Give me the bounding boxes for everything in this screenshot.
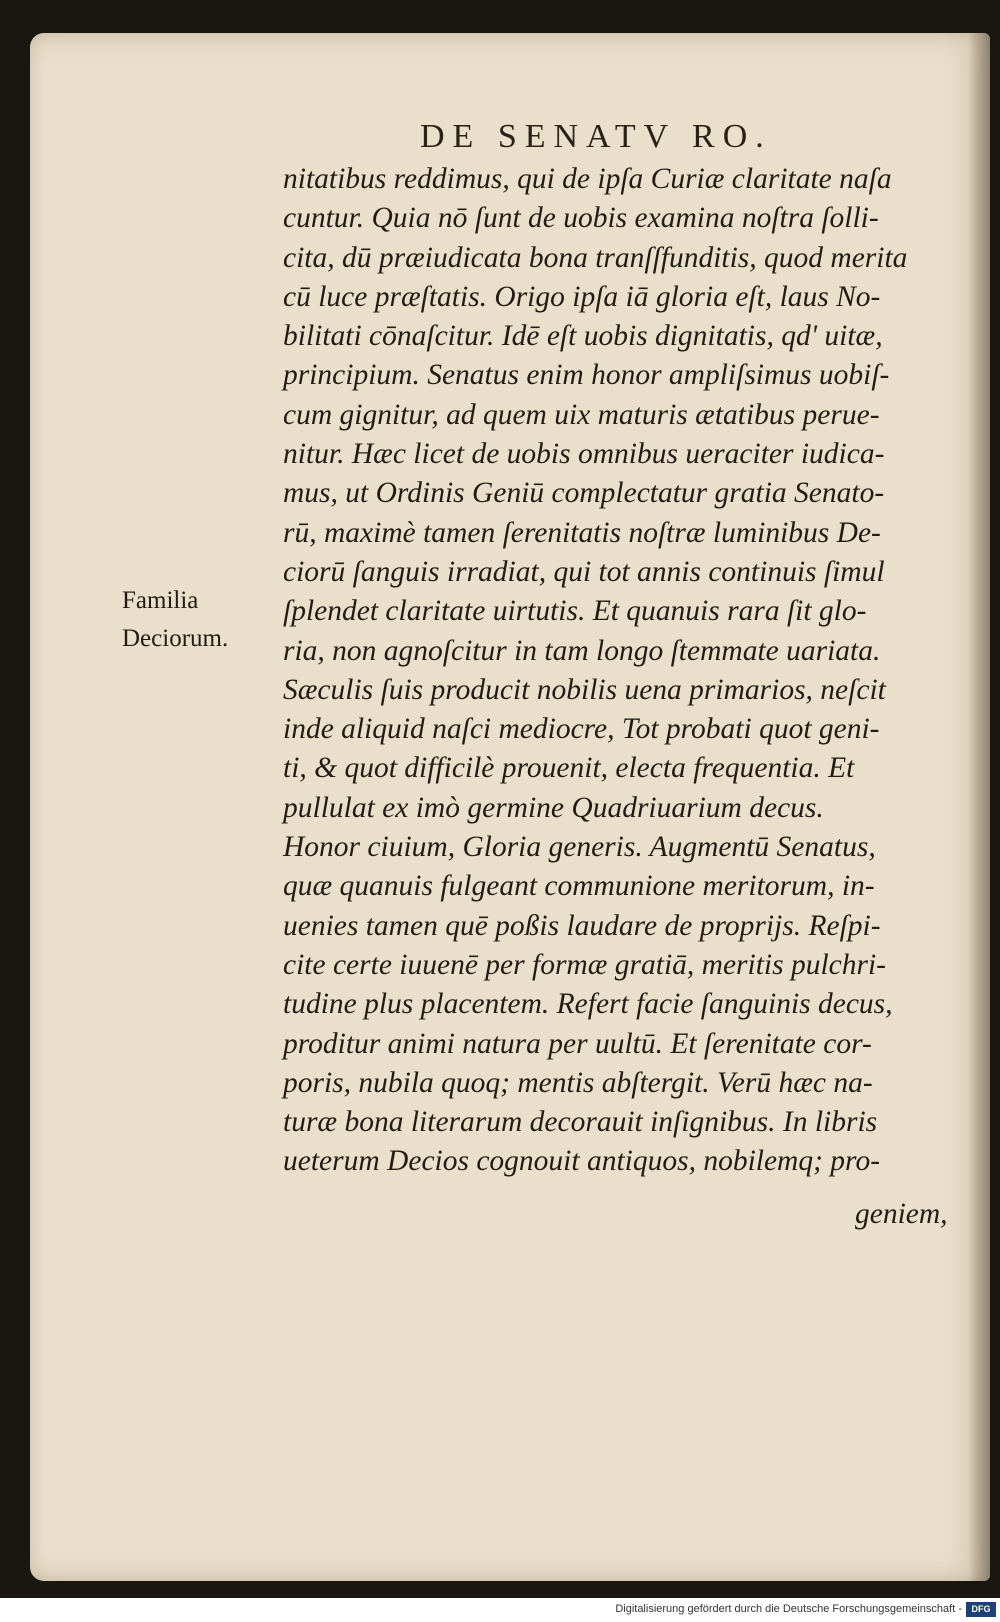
text-line: pullulat ex imò germine Quadriuarium decus. [283, 791, 824, 824]
text-line: bilitati cōnaſcitur. Idē eſt uobis dignitatis, qd' uitæ, [283, 320, 883, 353]
text-line: rū, maximè tamen ſerenitatis noſtræ luminibus De- [283, 516, 881, 549]
text-line: tudine plus placentem. Refert facie ſanguinis decus, [283, 988, 893, 1021]
text-line: cita, dū præiudicata bona tranſſfunditis, quod merita [283, 241, 908, 274]
main-text-block [283, 160, 963, 1182]
catchword: geniem, [855, 1198, 948, 1230]
page-edge-shadow [968, 33, 990, 1581]
text-line: nitatibus reddimus, qui de ipſa Curiæ claritate naſa [283, 163, 892, 195]
text-line: cite certe iuuenē per formæ gratiā, meritis pulchri- [283, 948, 887, 981]
text-line: ueterum Decios cognouit antiquos, nobilemq; pro- [283, 1145, 881, 1178]
text-line: proditur animi natura per uultū. Et ſerenitate cor- [283, 1027, 872, 1060]
text-line: ria, non agnoſcitur in tam longo ſtemmate uariata. [283, 634, 881, 667]
marginal-note [122, 582, 228, 658]
text-line: Sæculis ſuis producit nobilis uena primarios, neſcit [283, 673, 886, 706]
text-line: cum gignitur, ad quem uix maturis ætatibus perue- [283, 398, 880, 431]
text-line: cū luce præſtatis. Origo ipſa iā gloria eſt, laus No- [283, 280, 881, 313]
footer-credit: Digitalisierung gefördert durch die Deutsche Forschungsgemeinschaft - [615, 1603, 962, 1615]
text-line: Honor ciuium, Gloria generis. Augmentū Senatus, [283, 831, 876, 864]
marginal-note-line: Familia [122, 587, 199, 614]
text-line: poris, nubila quoq; mentis abſtergit. Verū hæc na- [283, 1066, 873, 1099]
text-line: ſplendet claritate uirtutis. Et quanuis rara ſit glo- [283, 595, 867, 628]
text-line: principium. Senatus enim honor ampliſsimus uobiſ- [283, 359, 890, 392]
text-line: ciorū ſanguis irradiat, qui tot annis continuis ſimul [283, 555, 885, 588]
running-head: DE SENATV RO. [420, 118, 772, 155]
text-line: cuntur. Quia nō ſunt de uobis examina noſtra ſolli- [283, 202, 879, 235]
text-line: inde aliquid naſci mediocre, Tot probati quot geni- [283, 713, 880, 746]
text-line: ti, & quot difficilè prouenit, electa frequentia. Et [283, 752, 855, 785]
marginal-note-line: Deciorum. [122, 625, 229, 652]
digitization-footer [0, 1598, 1000, 1622]
text-line: nitur. Hæc licet de uobis omnibus ueraciter iudica- [283, 438, 885, 471]
text-line: quæ quanuis fulgeant communione meritorum, in- [283, 870, 875, 903]
dfg-logo-icon: DFG [966, 1602, 996, 1617]
text-line: mus, ut Ordinis Geniū complectatur gratia Senato- [283, 477, 885, 510]
text-line: turæ bona literarum decorauit inſignibus. In libris [283, 1106, 878, 1139]
text-line: uenies tamen quē poßis laudare de proprijs. Reſpi- [283, 909, 881, 942]
